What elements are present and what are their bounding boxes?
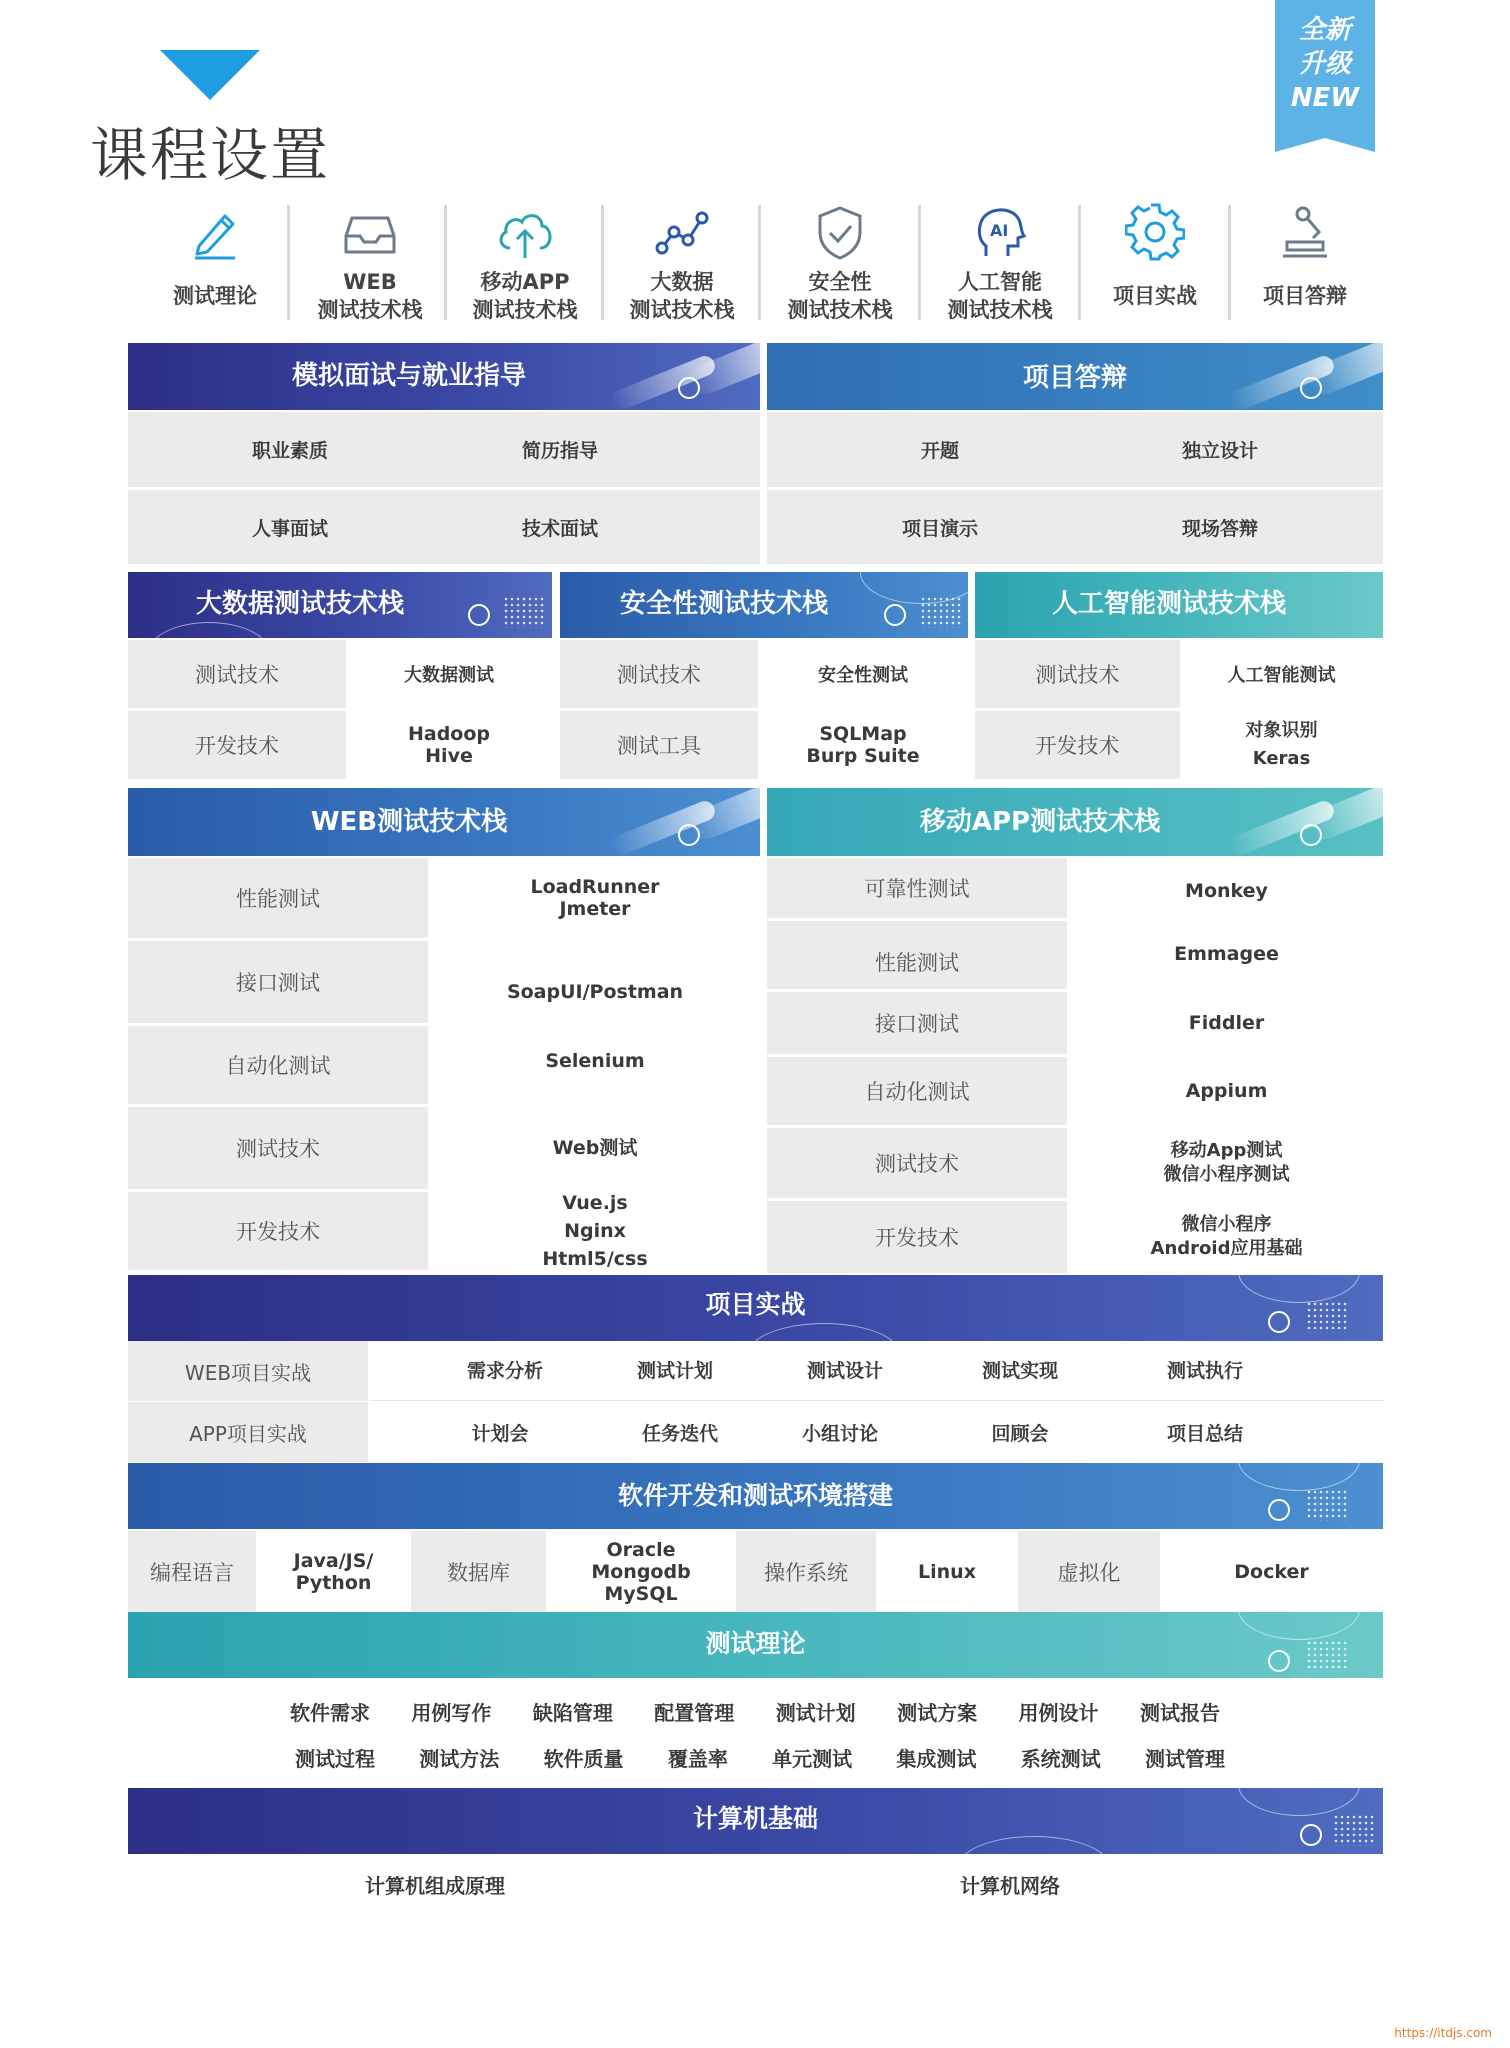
row-divider [370, 1400, 1383, 1401]
interview-item: 简历指导 [521, 440, 598, 462]
microscope-icon [1275, 202, 1335, 262]
project-step: 需求分析 [466, 1359, 543, 1382]
bigdata-header [128, 572, 552, 638]
project-row-label: APP项目实战 [128, 1402, 368, 1462]
category-ai[interactable] [930, 202, 1070, 324]
security-label: 测试技术 [560, 640, 758, 708]
mobile-value: Monkey [1070, 858, 1383, 924]
divider [444, 205, 447, 320]
mobile-header [767, 788, 1383, 856]
category-label: 人工智能 测试技术栈 [947, 270, 1053, 322]
category-label: 测试理论 [173, 284, 257, 308]
footer-url[interactable]: https://itdjs.com [1394, 2026, 1492, 2040]
theory-title: 测试理论 [705, 1629, 806, 1658]
web-label: 性能测试 [128, 858, 428, 938]
category-security[interactable] [770, 202, 910, 324]
category-theory[interactable] [150, 202, 280, 310]
mobile-label: 开发技术 [767, 1201, 1067, 1273]
theory-topic: 系统测试 [1020, 1747, 1101, 1771]
theory-topic: 测试管理 [1144, 1747, 1225, 1771]
badge-line-2: 升级 [1298, 49, 1351, 79]
category-label: 移动APP 测试技术栈 [472, 270, 578, 322]
category-defense[interactable] [1240, 202, 1370, 310]
divider [1078, 205, 1081, 320]
env-header [128, 1463, 1383, 1529]
category-bigdata[interactable] [612, 202, 752, 324]
web-value: Selenium [430, 1026, 760, 1104]
category-web[interactable] [300, 202, 440, 324]
web-value: Web测试 [430, 1107, 760, 1189]
project-step: 回顾会 [991, 1422, 1049, 1445]
web-label: 自动化测试 [128, 1026, 428, 1104]
interview-item: 技术面试 [521, 517, 598, 540]
theory-topic: 测试方法 [419, 1747, 500, 1771]
divider [601, 205, 604, 320]
ai-value: 人工智能测试 [1180, 640, 1383, 708]
project-step: 项目总结 [1166, 1422, 1243, 1445]
badge-line-1: 全新 [1298, 15, 1351, 45]
category-label: 大数据 测试技术栈 [629, 270, 735, 322]
theory-header [128, 1612, 1383, 1678]
security-header [560, 572, 968, 638]
web-value: SoapUI/Postman [430, 941, 760, 1023]
mobile-label: 接口测试 [767, 992, 1067, 1054]
mobile-value: Fiddler [1070, 992, 1383, 1054]
env-label: 虚拟化 [1018, 1531, 1160, 1613]
theory-topic: 集成测试 [896, 1747, 977, 1771]
web-value: LoadRunner Jmeter [430, 858, 760, 940]
web-header [128, 788, 760, 856]
env-value: Docker [1160, 1531, 1383, 1613]
dots-decoration [503, 596, 545, 628]
env-value: Linux [876, 1531, 1018, 1613]
ai-head-icon [970, 202, 1030, 262]
bigdata-label: 测试技术 [128, 640, 346, 708]
mobile-label: 性能测试 [767, 921, 1067, 989]
theory-topic: 软件质量 [543, 1747, 624, 1771]
bigdata-title: 大数据测试技术栈 [195, 589, 404, 619]
mobile-label: 可靠性测试 [767, 858, 1067, 918]
chart-nodes-icon [652, 202, 712, 262]
project-step: 测试设计 [806, 1359, 883, 1382]
svg-text:AI: AI [990, 221, 1009, 240]
project-title: 项目实战 [705, 1290, 806, 1319]
env-title: 软件开发和测试环境搭建 [617, 1481, 893, 1510]
theory-topics-row-1 [290, 1697, 1220, 1729]
mobile-title: 移动APP测试技术栈 [919, 807, 1161, 837]
defense-item: 独立设计 [1181, 440, 1258, 462]
category-mobile[interactable] [455, 202, 595, 324]
mobile-value: 移动App测试 微信小程序测试 [1070, 1128, 1383, 1198]
env-value: Java/JS/ Python [256, 1531, 411, 1613]
dots-decoration [920, 596, 962, 628]
defense-item: 项目演示 [901, 517, 978, 540]
web-label: 接口测试 [128, 941, 428, 1023]
theory-topic: 用例写作 [411, 1701, 492, 1725]
env-label: 数据库 [411, 1531, 546, 1613]
env-label: 编程语言 [128, 1531, 256, 1613]
mobile-value: Emmagee [1070, 924, 1383, 984]
gear-icon [1125, 202, 1185, 262]
new-upgrade-badge [1275, 0, 1375, 138]
mobile-value: Appium [1070, 1057, 1383, 1125]
category-label: 项目实战 [1113, 284, 1197, 308]
mobile-value: 微信小程序 Android应用基础 [1070, 1201, 1383, 1273]
bigdata-value: 大数据测试 [346, 640, 552, 708]
inbox-icon [340, 202, 400, 262]
theory-topics-row-2 [295, 1743, 1225, 1775]
cloud-upload-icon [492, 202, 558, 262]
web-title: WEB测试技术栈 [310, 807, 508, 837]
divider [1228, 205, 1231, 320]
project-header [128, 1275, 1383, 1341]
web-label: 开发技术 [128, 1192, 428, 1270]
badge-line-3: NEW [1290, 83, 1360, 113]
mobile-label: 测试技术 [767, 1128, 1067, 1198]
ai-label: 测试技术 [975, 640, 1180, 708]
shield-check-icon [810, 202, 870, 262]
category-label: 安全性 测试技术栈 [787, 270, 893, 322]
security-title: 安全性测试技术栈 [619, 589, 828, 619]
cs-header [128, 1788, 1383, 1854]
ai-title: 人工智能测试技术栈 [1051, 589, 1286, 619]
theory-topic: 用例设计 [1018, 1701, 1099, 1725]
ai-header [975, 572, 1383, 638]
bigdata-value: Hadoop Hive [346, 711, 552, 779]
web-label: 测试技术 [128, 1107, 428, 1189]
project-step: 任务迭代 [641, 1422, 718, 1445]
defense-header [767, 343, 1383, 410]
defense-title: 项目答辩 [1022, 363, 1127, 393]
cs-topic: 计算机组成原理 [365, 1873, 505, 1898]
env-value: Oracle Mongodb MySQL [546, 1531, 736, 1613]
divider [758, 205, 761, 320]
category-project[interactable] [1090, 202, 1220, 310]
theory-topic: 测试报告 [1139, 1701, 1220, 1725]
defense-item: 开题 [920, 440, 959, 462]
cs-topic: 计算机网络 [960, 1873, 1060, 1898]
project-step: 测试实现 [981, 1359, 1058, 1382]
theory-topic: 覆盖率 [667, 1747, 728, 1771]
project-step: 测试执行 [1166, 1359, 1243, 1382]
env-label: 操作系统 [736, 1531, 876, 1613]
theory-topic: 配置管理 [654, 1701, 735, 1725]
category-label: WEB 测试技术栈 [317, 270, 423, 322]
bigdata-label: 开发技术 [128, 711, 346, 779]
pen-icon [185, 202, 245, 262]
theory-topic: 软件需求 [290, 1701, 370, 1725]
interview-header [128, 343, 760, 410]
project-row-label: WEB项目实战 [128, 1341, 368, 1401]
security-value: SQLMap Burp Suite [758, 711, 968, 779]
category-label: 项目答辩 [1263, 284, 1347, 308]
interview-item: 职业素质 [251, 440, 328, 462]
mobile-label: 自动化测试 [767, 1057, 1067, 1125]
theory-topic: 测试方案 [897, 1701, 978, 1725]
project-step: 计划会 [471, 1422, 529, 1445]
project-step: 小组讨论 [801, 1422, 878, 1445]
theory-topic: 测试过程 [295, 1747, 375, 1771]
interview-item: 人事面试 [251, 517, 328, 540]
title-triangle-marker [160, 50, 260, 100]
web-value: Vue.js Nginx Html5/css [430, 1189, 760, 1273]
interview-title: 模拟面试与就业指导 [291, 361, 526, 391]
defense-item: 现场答辩 [1181, 517, 1258, 540]
divider [287, 205, 290, 320]
divider [918, 205, 921, 320]
theory-topic: 缺陷管理 [532, 1701, 613, 1725]
ai-label: 开发技术 [975, 711, 1180, 779]
page-title: 课程设置 [90, 121, 331, 189]
project-step: 测试计划 [636, 1359, 713, 1382]
theory-topic: 测试计划 [775, 1701, 856, 1725]
theory-topic: 单元测试 [772, 1747, 853, 1771]
security-value: 安全性测试 [758, 640, 968, 708]
security-label: 测试工具 [560, 711, 758, 779]
ai-value: 对象识别 Keras [1180, 711, 1383, 779]
cs-title: 计算机基础 [692, 1804, 818, 1833]
